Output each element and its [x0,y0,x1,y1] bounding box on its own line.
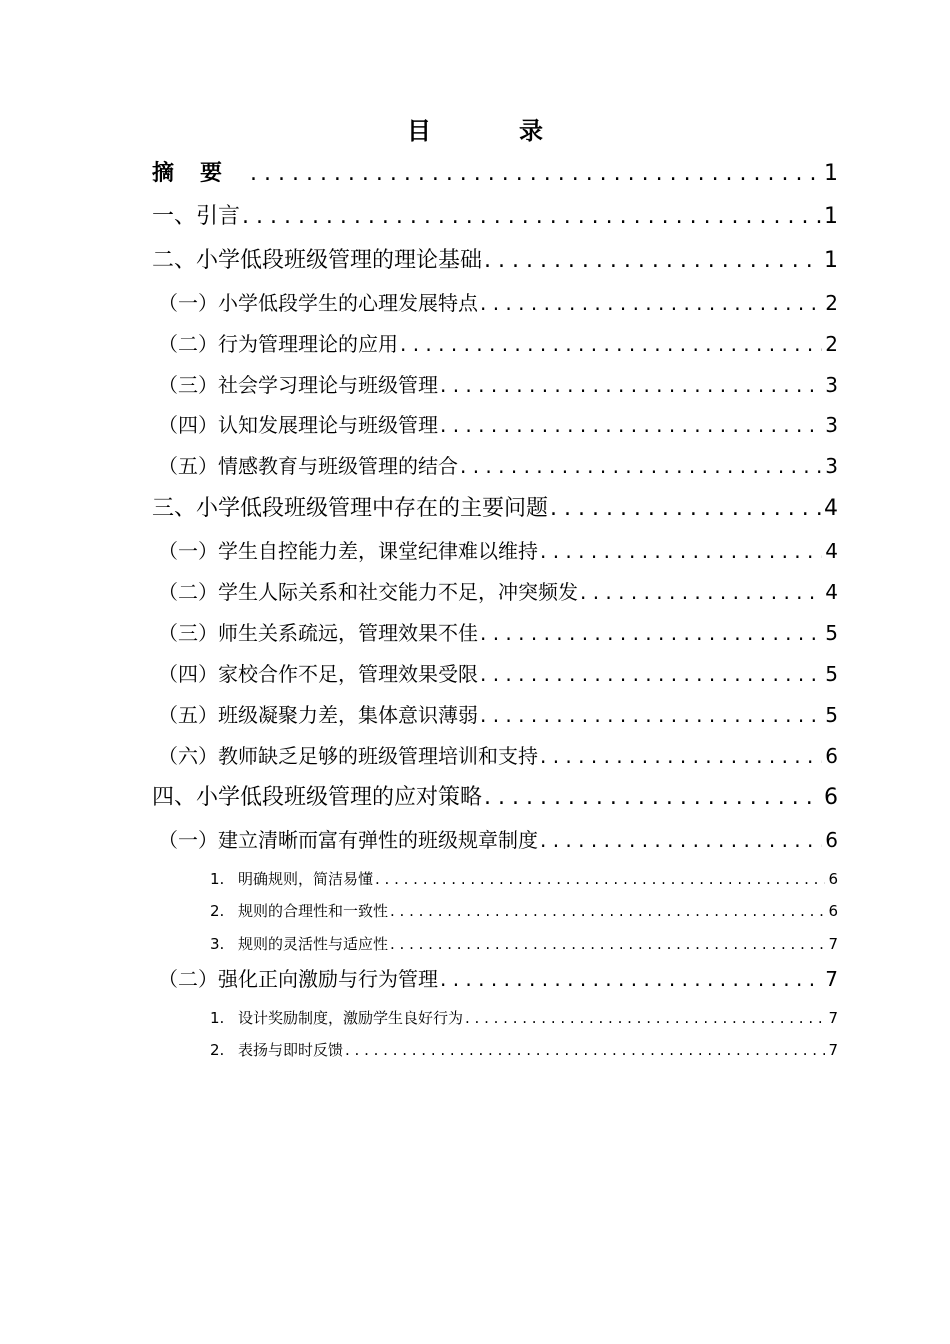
toc-entry-page: 7 [828,935,838,953]
toc-entry-2-2[interactable] [158,330,838,358]
toc-entry-label: 四、小学低段班级管理的应对策略 [152,785,483,810]
toc-entry-page: 3 [825,373,838,397]
toc-entry-section-2[interactable] [152,246,838,276]
toc-entry-label: （一）学生自控能力差，课堂纪律难以维持 [158,539,538,563]
toc-entry-introduction[interactable] [152,202,838,232]
toc-entry-label: （三）社会学习理论与班级管理 [158,373,438,397]
toc-entry-page: 5 [825,703,838,727]
toc-entry-label: （二）行为管理理论的应用 [158,332,398,356]
toc-entry-2-4[interactable] [158,411,838,439]
toc-entry-number: 2. [210,902,225,920]
toc-entry-section-3[interactable] [152,494,838,524]
toc-entry-label: 规则的灵活性与适应性 [238,935,389,953]
toc-entry-label: （三）师生关系疏远，管理效果不佳 [158,621,478,645]
toc-entry-page: 5 [825,662,838,686]
dot-leader [540,537,822,565]
dot-leader [440,371,822,399]
toc-entry-3-5[interactable] [158,701,838,729]
dot-leader [390,900,825,922]
toc-entry-page: 7 [828,1041,838,1059]
toc-entry-label: （二）强化正向激励与行为管理 [158,967,438,991]
dot-leader [580,578,822,606]
dot-leader [550,494,821,524]
toc-entry-section-4[interactable] [152,783,838,813]
dot-leader [242,202,821,232]
toc-entry-label: 设计奖励制度，激励学生良好行为 [238,1009,464,1027]
dot-leader [484,783,821,813]
toc-entry-page: 4 [824,496,838,521]
toc-entry-label: （五）班级凝聚力差，集体意识薄弱 [158,703,478,727]
toc-entry-page: 4 [825,539,838,563]
dot-leader [480,619,822,647]
toc-entry-4-2-1[interactable] [210,1007,838,1029]
toc-entry-page: 1 [824,204,838,229]
toc-entry-3-6[interactable] [158,742,838,770]
toc-entry-2-5[interactable] [158,452,838,480]
toc-entry-page: 6 [825,828,838,852]
toc-entry-label: 二、小学低段班级管理的理论基础 [152,248,483,273]
dot-leader [480,289,822,317]
toc-entry-4-1[interactable] [158,826,838,854]
toc-entry-label: （四）家校合作不足，管理效果受限 [158,662,478,686]
dot-leader [400,330,822,358]
toc-entry-page: 6 [825,744,838,768]
toc-title: 目 录 [407,117,575,145]
toc-entry-label: （二）学生人际关系和社交能力不足，冲突频发 [158,580,578,604]
toc-entry-label: 三、小学低段班级管理中存在的主要问题 [152,496,549,521]
toc-entry-4-2-2[interactable] [210,1039,838,1061]
dot-leader [480,660,822,688]
dot-leader [540,742,822,770]
toc-entry-page: 1 [824,161,838,186]
toc-entry-number: 2. [210,1041,225,1059]
toc-entry-page: 1 [824,248,838,273]
dot-leader [484,246,821,276]
toc-entry-2-1[interactable] [158,289,838,317]
toc-entry-page: 6 [828,902,838,920]
dot-leader [460,452,822,480]
toc-entry-4-1-2[interactable] [210,900,838,922]
dot-leader [375,868,825,890]
toc-entry-label: （六）教师缺乏足够的班级管理培训和支持 [158,744,538,768]
toc-entry-4-2[interactable] [158,965,838,993]
toc-entry-label: （一）建立清晰而富有弹性的班级规章制度 [158,828,538,852]
toc-entry-page: 2 [825,291,838,315]
toc-entry-label: 表扬与即时反馈 [238,1041,344,1059]
toc-entry-page: 6 [828,870,838,888]
toc-entry-2-3[interactable] [158,371,838,399]
toc-entry-page: 5 [825,621,838,645]
toc-entry-label: 摘要 [152,161,249,186]
toc-entry-3-3[interactable] [158,619,838,647]
dot-leader [390,933,825,955]
toc-entry-4-1-3[interactable] [210,933,838,955]
toc-entry-3-2[interactable] [158,578,838,606]
toc-entry-page: 3 [825,454,838,478]
toc-entry-page: 7 [828,1009,838,1027]
dot-leader [480,701,822,729]
dot-leader [465,1007,825,1029]
toc-entry-label: 明确规则，简洁易懂 [238,870,374,888]
dot-leader [345,1039,825,1061]
toc-entry-abstract[interactable] [152,159,838,189]
toc-entry-number: 1. [210,870,225,888]
toc-entry-number: 1. [210,1009,225,1027]
dot-leader [540,826,822,854]
toc-entry-label: （四）认知发展理论与班级管理 [158,413,438,437]
toc-entry-label: （五）情感教育与班级管理的结合 [158,454,458,478]
toc-entry-3-4[interactable] [158,660,838,688]
toc-entry-page: 2 [825,332,838,356]
toc-entry-4-1-1[interactable] [210,868,838,890]
toc-entry-label: 规则的合理性和一致性 [238,902,389,920]
dot-leader [440,411,822,439]
toc-entry-label: 一、引言 [152,204,241,229]
toc-entry-label: （一）小学低段学生的心理发展特点 [158,291,478,315]
toc-entry-page: 6 [824,785,838,810]
dot-leader [250,159,821,189]
dot-leader [440,965,822,993]
toc-entry-page: 4 [825,580,838,604]
toc-entry-page: 3 [825,413,838,437]
toc-entry-number: 3. [210,935,225,953]
toc-entry-3-1[interactable] [158,537,838,565]
toc-entry-page: 7 [825,967,838,991]
